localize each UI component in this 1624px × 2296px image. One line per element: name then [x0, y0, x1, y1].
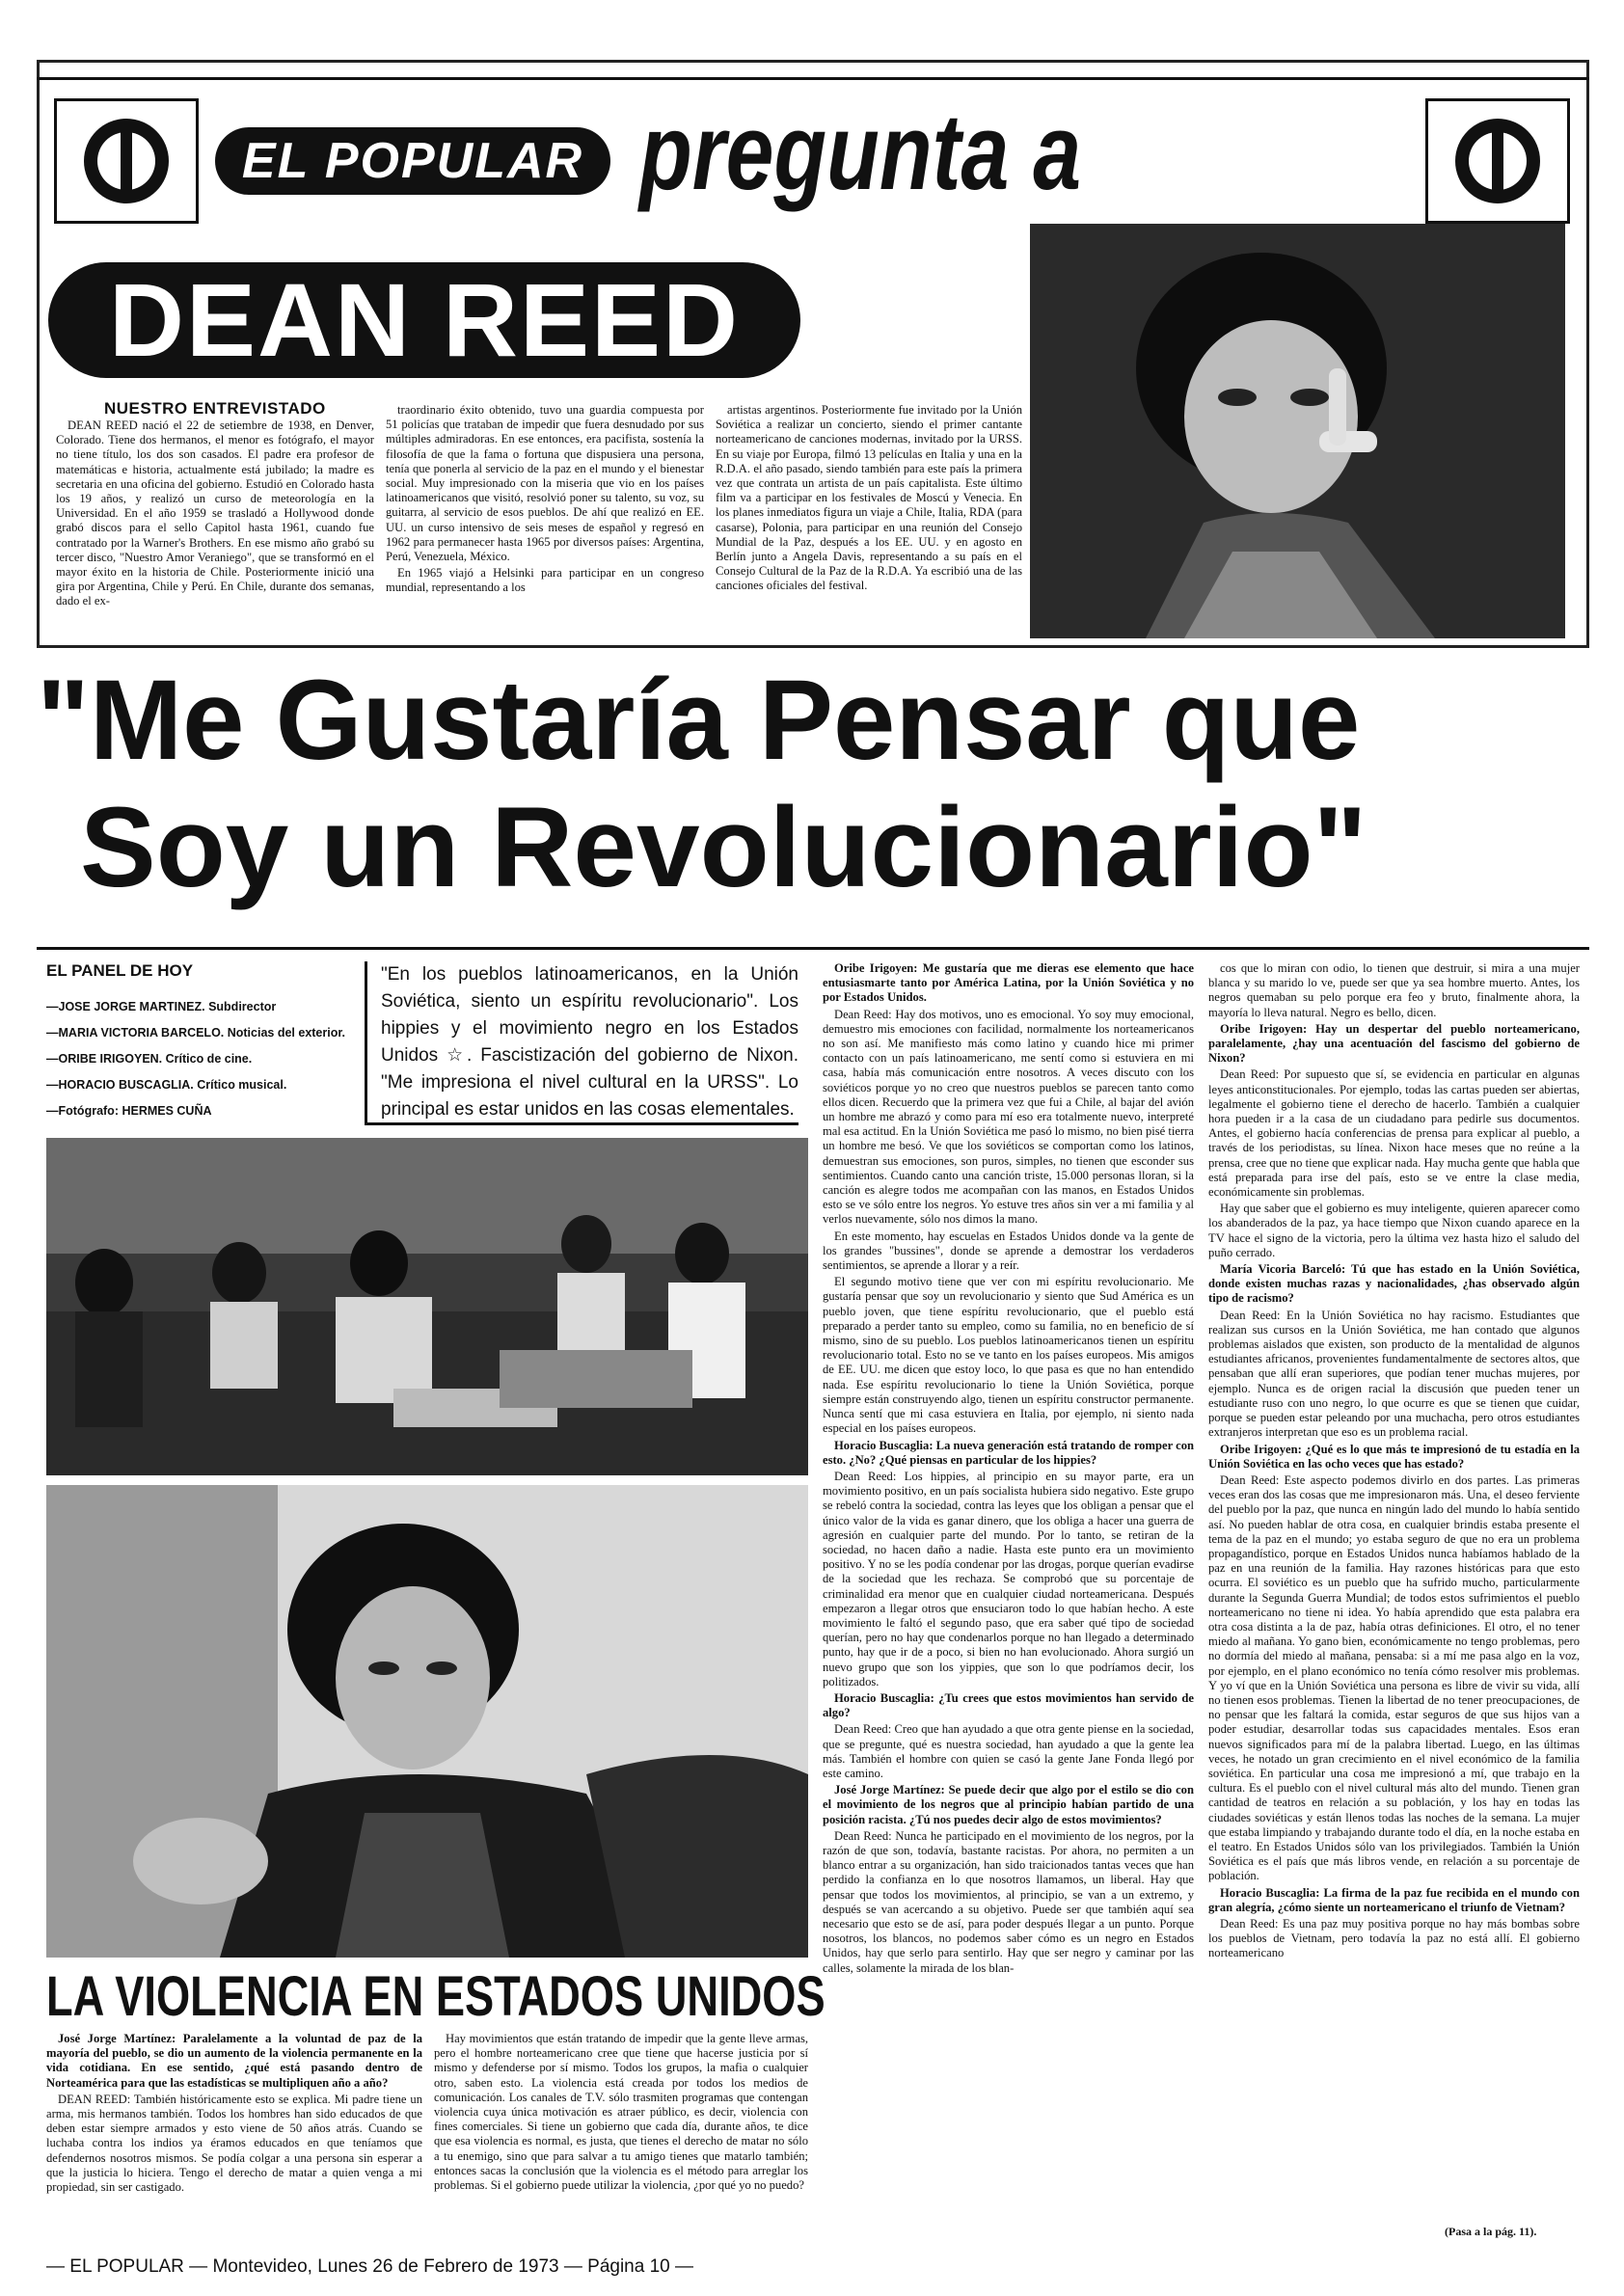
- interview-question: Horacio Buscaglia: La firma de la paz fue recibida en el mundo con gran alegría, ¿cómo siente un norteamericano el triunfo de Vietnam?: [1208, 1885, 1580, 1914]
- interview-answer: Dean Reed: En la Unión Soviética no hay racismo. Estudiantes que realizan sus cursos en la Unión Soviética, me han contado que algunos problemas aislados que existen, son producto de la mentalidad de algunos estudiantes africanos, provenientes fundamentalmente de sectores altos, que pensaban que allí eran superiores, que podían tener muchas mujeres, por ejemplo. Nunca es de origen racial la discusión que pueden tener un estudiante ruso con uno negro, lo que ocurre es que se tienen que cuidar, porque se pueden estar peleando por una muchacha, pero otros estudiantes extranjeros interpretan que eso es un problema racial.: [1208, 1308, 1580, 1440]
- newspaper-page: [37, 60, 1589, 2277]
- portrait-photo-top: [1030, 224, 1565, 638]
- interview-answer: Dean Reed: Los hippies, al principio en su mayor parte, era un movimiento positivo, en un país socialista hubiera sido negativo. Este grupo se rebeló contra la sociedad, contra las leyes que los obligan a pensar que el único valor de la vida es ganar dinero, que los obliga a hacer una guerra de agresión en cualquier parte del mundo. Por lo tanto, se retiran de la sociedad, no hacen daño a nadie. Hasta este punto era un movimiento positivo. Y no se les podía condenar por las drogas, porque querían evadirse de la sociedad que les rechaza. Se comprobó que su porcentaje de criminalidad era menor que en cualquier ciudad norteamericana. Después empezaron a llegar otros que ensuciaron todo lo que habían hecho. A este movimiento le faltó el segundo paso, que era saber qué tipo de sociedad querían, pero no hay que condenarlos porque no han llegado a determinado punto, hay que ir de a poco, si bien no han evolucionado. Ahora surgió un nuevo grupo que son los yippies, que son lo que podríamos decir, los politizados.: [823, 1469, 1194, 1688]
- interview-answer: Dean Reed: Es una paz muy positiva porque no hay más bombas sobre los pueblos de Vietnam, pero todavía la paz no está allí. El gobierno norteamericano: [1208, 1917, 1580, 1960]
- logo-emblem-left: [54, 98, 199, 224]
- summary-text: "En los pueblos latinoamericanos, en la Unión Soviética, siento un espíritu revolucionario". Los hippies y el movimiento negro en los Estados Unidos ☆. Fascistización del gobierno de Nixon. "Me impresiona el nivel cultural en la URSS". Lo principal es estar unidos en las cosas elementales.: [381, 964, 798, 1120]
- interview-answer: Dean Reed: Por supuesto que sí, se evidencia en particular en algunas leyes anticonstitucionales. Por ejemplo, todas las cartas pueden ser abiertas, legalmente el gobierno tiene el derecho de hacerlo. También a cualquier hora pueden ir a la casa de un ciudadano para pedirle sus documentos. Antes, el gobierno hacía conferencias de prensa para explicar al pueblo, a través de los periodistas, su línea. Nixon hace meses que no reúne a la prensa, cree que no tiene que explicar nada. Hay mucha gente que habla que está preparada para irse del país, esto se ve entre la clase media, económicamente sin problemas.: [1208, 1067, 1580, 1200]
- panel-member-1: —JOSE JORGE MARTINEZ. Subdirector: [46, 1000, 277, 1013]
- interview-question: Horacio Buscaglia: La nueva generación está tratando de romper con esto. ¿No? ¿Qué piensas en particular de los hippies?: [823, 1438, 1194, 1467]
- logo-emblem-right: [1425, 98, 1570, 224]
- interview-answer: En este momento, hay escuelas en Estados Unidos donde va la gente de los grandes "bussines", donde se aprende a demostrar los verdaderos sentimientos, se aprende a llorar y a reír.: [823, 1229, 1194, 1273]
- interview-question: Horacio Buscaglia: ¿Tu crees que estos movimientos han servido de algo?: [823, 1690, 1194, 1720]
- intro-column-2: [386, 403, 704, 642]
- interview-question: Oribe Irigoyen: Me gustaría que me dieras ese elemento que hace entusiasmarte tanto por América Latina, por la Unión Soviética y no por Estados Unidos.: [823, 961, 1194, 1005]
- intro-column-3: [716, 403, 1022, 642]
- panel-discussion-photo: [46, 1138, 808, 1475]
- interview-answer: Dean Reed: Hay dos motivos, uno es emocional. Yo soy muy emocional, demuestro mis emociones con facilidad, normalmente los norteamericanos no son así. Me manifiesto más como latino y cuando hice mi primer contacto con un país latinoamericano, me sentí como si estuviera en mi casa, había más comunicación entre nosotros. A veces discuto con los soviéticos porque yo no creo que nuestros pueblos se parecen tanto como ellos dicen. Recuerdo que la primera vez que fui a Chile, al bajar del avión un hombre me abrazó y como para mí eso era totalmente nuevo, interpreté mal esa actitud. En la Unión Soviética me pasó lo mismo, no bien pisé tierra un hombre me besó. Ve que los soviéticos se comportan como los latinos, demuestran sus emociones, son puros, simples, no tienen que esconder sus sentimientos. Cuando canto una canción triste, 15.000 personas lloran, si la canción es alegre todos me acompañan con las manos, en Estados Unidos esto se ve sólo entre los negros. Yo estuve tres años sin ver a mi familia y al verlos nuevamente, sólo nos dimos la mano.: [823, 1007, 1194, 1227]
- interview-answer: Dean Reed: Creo que han ayudado a que otra gente piense en la sociedad, que se pregunte, qué es nuestra sociedad, han ayudado a que la gente lea más. También el hombre con quien se casó la gente Jane Fonda llegó por este camino.: [823, 1722, 1194, 1780]
- interview-question: Oribe Irigoyen: ¿Qué es lo que más te impresionó de tu estadía en la Unión Soviética en las ocho veces que has estado?: [1208, 1442, 1580, 1471]
- interview-answer: Dean Reed: Nunca he participado en el movimiento de los negros, por la razón de que son, todavía, bastante racistas. Por ahora, no permiten a un blanco entrar a su organización, han sido traicionados tantas veces que han perdido la confianza en lo que nosotros llamamos, un liberal. Hay que pensar que todos los movimientos, al principio, se van a un extremo, y después se van acercando a su objetivo. Puede ser que también aquí sea necesario que esto se de así, para poder después llegar a un punto. Porque nosotros, los blancos, no podemos saber cómo es un negro en Estados Unidos, hay que serlo para sentirlo. Hay que ser negro y caminar por las calles, solamente la mirada de los blan-: [823, 1828, 1194, 1975]
- interview-answer: El segundo motivo tiene que ver con mi espíritu revolucionario. Me gustaría pensar que soy un revolucionario y siento que Sud América es un pueblo joven, que tiene espíritu revolucionario, que el pueblo está preparado a perder tanto su empleo, como su familia, no en beneficio de sí mismo, sino de su pueblo. Los pueblos latinoamericanos tienen un espíritu revolucionario total. Esto no se ve tanto en los países europeos. Mis amigos de EE. UU. me dicen que estoy loco, lo que pasa es que no han entendido nada. Ese espíritu revolucionario lo tiene la Unión Soviética, porque siempre están construyendo algo, tienen un espíritu constructor permanente. Nunca sentí que mi casa estuviera en Italia, por ejemplo, ni siento nada especial en los países europeos.: [823, 1275, 1194, 1436]
- name-banner: [48, 262, 800, 378]
- panel-photographer: —Fotógrafo: HERMES CUÑA: [46, 1104, 212, 1118]
- intro-heading: NUESTRO ENTREVISTADO: [104, 399, 326, 418]
- interview-answer: Hay que saber que el gobierno es muy inteligente, quieren aparecer como los abanderados de la paz, ya hace tiempo que Nixon cuando aparece en la TV hace el signo de la victoria, pero la última vez hasta hizo el saludo del puño cerrado.: [1208, 1202, 1580, 1259]
- interview-column-middle: [823, 961, 1194, 2249]
- intro-column-1: [56, 419, 374, 642]
- continued-note: (Pasa a la pág. 11).: [1445, 2225, 1537, 2238]
- summary-box: [365, 961, 798, 1125]
- violence-column-2: [434, 2032, 808, 2249]
- headline: [37, 658, 1589, 947]
- intro-text-2: traordinario éxito obtenido, tuvo una guardia compuesta por 51 policías que trataban de impedir que fuera desnudado por sus múltiples admiradoras. En ese entonces, era pacifista, sostenía la filosofía de que la fama o fortuna que dispusiera una persona, tenía que ponerla al servicio de la paz en el mundo y el bienestar social. Muy impresionado con la miseria que vio en los países latinoamericanos que visitó, resolvió poner su talento, su voz, su guitarra, al servicio de esos pueblos. De ahí que realizó en EE. UU. un curso intensivo de seis meses de español y regresó en 1962 para permanecer hasta 1965 por diversos países: Argentina, Perú, Venezuela, México.: [386, 403, 704, 564]
- page-footer: — EL POPULAR — Montevideo, Lunes 26 de Febrero de 1973 — Página 10 —: [46, 2256, 694, 2277]
- interview-answer: Dean Reed: Este aspecto podemos divirlo en dos partes. Las primeras veces eran dos las cosas que me impresionaron más. Una, el deseo ferviente del pueblo por la paz, que nunca en ningún lado del mundo lo había sentido así. No pueden hablar de otra cosa, en cualquier brindis estaba presente el tema de la paz en el mundo; yo estaba seguro de que no era un problema propagandístico, porque en Estados Unidos nunca habíamos hablado de la paz en una reunión de la familia. Hay razones históricas para que esto ocurra. El soviético es un pueblo que ha sufrido mucho, particularmente durante la Segunda Guerra Mundial; de todos estos sufrimientos el pueblo norteamericano no tiene ni idea. Yo había aprendido que esta palabra era otra cosa distinta a la de paz, había otras definiciones. El otro, el no tener miedo al mañana. Yo gano bien, económicamente no tengo problemas, pero no dormía del miedo al mañana, pensaba: si a mí me pasa algo en la voz, por ejemplo, en el plano económico no tenía cómo resolver mis problemas. Y yo ví que en la Unión Soviética una persona es libre de vivir su vida, allí no tienen esos problemas. Tienen la libertad de no tener preocupaciones, de no pensar que les faltará la comida, estar seguros de que sus hijos van a poder estudiar, desarrollar todas sus capacidades mentales. Esos eran nuevos significados para mí de la palabra libertad. Luego, en las últimas veces, he notado un gran crecimiento en el nivel económico de la familia soviética. En particular una cosa me impresionó a mí, que trabajo en la cultura. Es el pueblo con el nivel cultural más alto del mundo. Tienen gran cantidad de teatros en relación a su población, y los hay en todas las ciudades soviéticas y están llenos todas las noches de la semana. La mujer que estaba limpiando y trabajando durante todo el día, en la noche estaba en el teatro. En Estados Unidos sólo van los privilegiados. También la Unión Soviética es el país que más libros vende, en relación a su porcentaje de población.: [1208, 1472, 1580, 1883]
- violence-column-1: [46, 2032, 422, 2249]
- interview-question: María Vicoria Barceló: Tú que has estado en la Unión Soviética, donde existen muchas razas y nacionalidades, ¿has observado algún tipo de racismo?: [1208, 1262, 1580, 1306]
- interviewee-name: DEAN REED: [108, 261, 741, 378]
- headline-line-1: "Me Gustaría Pensar que: [37, 657, 1361, 784]
- interview-question: Oribe Irigoyen: Hay un despertar del pueblo norteamericano, paralelamente, ¿hay una acentuación del fascismo del gobierno de Nixon?: [1208, 1021, 1580, 1066]
- panel-title: EL PANEL DE HOY: [46, 961, 194, 980]
- panel-list: [46, 1000, 355, 1119]
- masthead-kicker: pregunta a: [639, 92, 1082, 212]
- interview-column-right: [1208, 961, 1580, 2215]
- violence-title: LA VIOLENCIA EN ESTADOS UNIDOS: [46, 1965, 826, 2028]
- logo-text: EL POPULAR: [241, 133, 584, 189]
- headline-rule: [37, 947, 1589, 950]
- intro-text-3: artistas argentinos. Posteriormente fue invitado por la Unión Soviética a realizar un concierto, siendo el primer cantante norteamericano de canciones modernas, invitado por la URSS. En su viaje por Europa, filmó 13 películas en Italia y una en la R.D.A. el año pasado, siendo también para este país la primera vez que contrata un artista de un país capitalista. Este último film va a participar en los festivales de Moscú y Venecia. En los planes inmediatos figura un viaje a Chile, Italia, RDA (para casarse), Polonia, para participar en una reunión del Consejo Mundial de la Paz, después a los EE. UU. y en agosto en Berlín junto a Angela Davis, representando a su país en el Consejo Cultural de la Paz de la R.D.A. Ya escribió una de las canciones oficiales del festival.: [716, 403, 1022, 593]
- interview-answer: cos que lo miran con odio, lo tienen que destruir, si mira a una mujer blanca y su marido lo ve, puede ser que ya sea hombre muerto. Antes, los negros quemaban su pelo porque era feo y bruto, finalmente ahora, la mayoría lo lleva natural. Negro es bello, dicen.: [1208, 961, 1580, 1019]
- violence-question: José Jorge Martínez: Paralelamente a la voluntad de paz de la mayoría del pueblo, se dio un aumento de la violencia permanente en la vida cotidiana. En ese sentido, ¿qué está pasando dentro de Norteamérica para que las estadísticas se multipliquen año a año?: [46, 2032, 422, 2090]
- headline-line-2: Soy un Revolucionario": [80, 784, 1367, 911]
- panel-member-2: —MARIA VICTORIA BARCELO. Noticias del exterior.: [46, 1026, 346, 1040]
- violence-answer: DEAN REED: También históricamente esto se explica. Mi padre tiene un arma, mis hermanos también. Todos los hombres han sido educados de que deben estar siempre armados y esto viene de 50 años atrás. Cuando se luchaba contra los indios ya éramos educados en que teníamos que defendernos nosotros mismos. Se podía colgar a una persona sin esperar a que la justicia lo hiciera. Tengo el derecho de matar a quien venga a mi propiedad, sin ser castigado.: [46, 2092, 422, 2195]
- panel-member-4: —HORACIO BUSCAGLIA. Crítico musical.: [46, 1078, 287, 1092]
- logo-wordmark: [215, 127, 610, 195]
- violence-answer-cont: Hay movimientos que están tratando de impedir que la gente lleve armas, pero el hombre norteamericano cree que tiene que hacerse justicia por sí mismo y defenderse por sí mismo. Todos los grupos, la mafia o cualquier otro, saben esto. La violencia está creada por todos los medios de comunicación. Los canales de T.V. sólo trasmiten programas que contengan violencia cuya única motivación es atraer público, es decir, violencia con fines comerciales. Si tiene un gobierno que cada día, durante años, te dice que esa violencia es normal, es justa, que tienes el derecho de matar no sólo a tu enemigo, sino que para salvar a tu amigo tienes que matarlo también; entonces sacas la conclusión que la violencia es el método para arreglar los problemas. Si el gobierno puede utilizar la violencia, ¿por qué yo no puedo?: [434, 2032, 808, 2193]
- intro-text-1: DEAN REED nació el 22 de setiembre de 1938, en Denver, Colorado. Tiene dos hermanos, el menor es fotógrafo, el mayor no tiene título, los dos son casados. El padre era profesor de matemáticas e historia, actualmente está jubilado; la madre es secretaria en una oficina del gobierno. Estudió en Colorado hasta los 19 años, y realizó un curso de meteorología en la Universidad. En el año 1959 se trasladó a Hollywood donde grabó discos para el sello Capitol hasta 1961, cuando fue contratado por la Warner's Brothers. En ese mismo año grabó su tercer disco, "Nuestro Amor Veraniego", que se transformó en el mayor éxito en la historia de Chile. Posteriormente inició una gira por Argentina, Chile y Perú. En Chile, durante dos semanas, dado el ex-: [56, 419, 374, 608]
- intro-text-2b: En 1965 viajó a Helsinki para participar en un congreso mundial, representando a los: [386, 566, 704, 595]
- portrait-photo-bottom: [46, 1485, 808, 1958]
- masthead-top-rule: [37, 77, 1589, 80]
- panel-member-3: —ORIBE IRIGOYEN. Crítico de cine.: [46, 1052, 253, 1066]
- interview-question: José Jorge Martínez: Se puede decir que algo por el estilo se dio con el movimiento de los negros que al principio habían partido de una posición racista. ¿Tú nos puedes decir algo de estos movimientos?: [823, 1783, 1194, 1826]
